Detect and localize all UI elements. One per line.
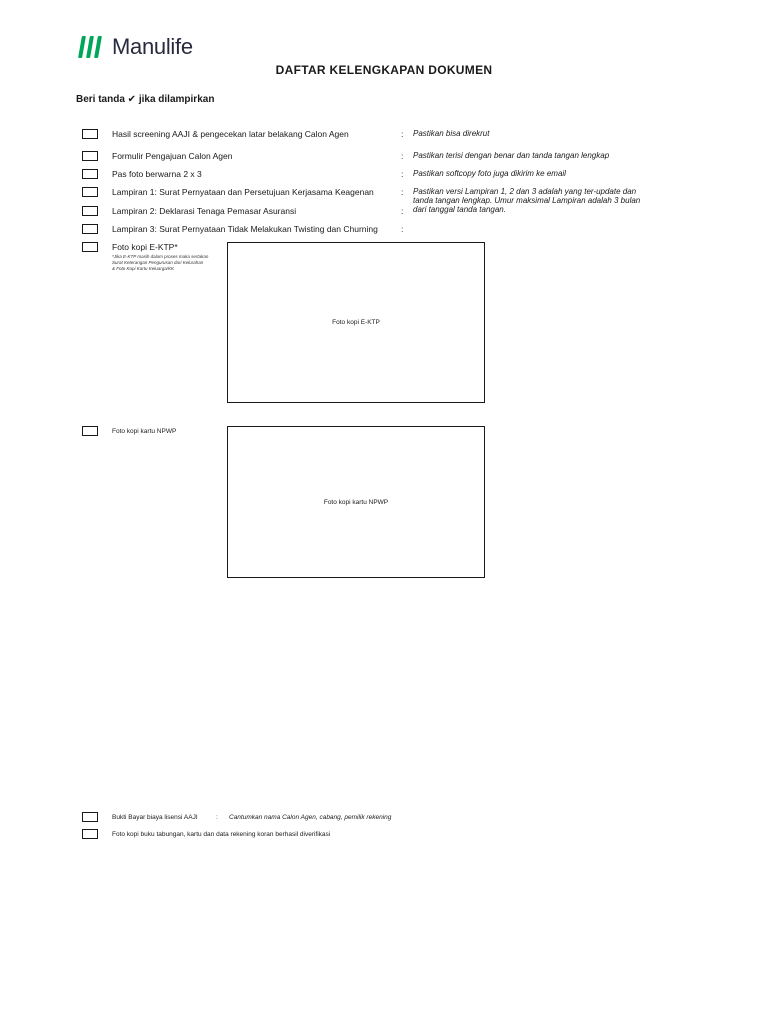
item-note: Cantumkan nama Calon Agen, cabang, pemilik rekening	[229, 814, 392, 821]
checklist-item	[82, 205, 297, 217]
instruction-text: Beri tanda ✔ jika dilampirkan	[76, 94, 215, 105]
colon: :	[401, 206, 404, 216]
checkbox[interactable]	[82, 169, 98, 179]
item-label: Lampiran 2: Deklarasi Tenaga Pemasar Asuransi	[112, 206, 297, 216]
ektp-footnote: *Jika E-KTP masih dalam proses maka sertakan Surat Keterangan Pengurusan dari Kelurahan & Foto Kopi Kartu Keluarga/KK	[112, 254, 209, 271]
page-title: DAFTAR KELENGKAPAN DOKUMEN	[275, 63, 493, 77]
ektp-photo-placeholder: Foto kopi E-KTP	[332, 319, 380, 326]
item-label: Lampiran 3: Surat Pernyataan Tidak Melakukan Twisting dan Churning	[112, 224, 378, 234]
item-label: Formulir Pengajuan Calon Agen	[112, 151, 233, 161]
ektp-photo-box[interactable]	[227, 242, 485, 403]
checklist-item	[82, 168, 202, 180]
item-note: Pastikan softcopy foto juga dikirim ke email	[413, 169, 566, 178]
manulife-logo	[80, 34, 193, 60]
manulife-logo-icon	[80, 36, 100, 58]
checklist-item	[82, 186, 374, 198]
item-label: Foto kopi buku tabungan, kartu dan data rekening koran berhasil diverifikasi	[112, 830, 331, 838]
npwp-photo-box[interactable]	[227, 426, 485, 578]
checklist-item	[82, 128, 349, 140]
checklist-item	[82, 811, 198, 823]
colon: :	[216, 814, 218, 821]
checkbox[interactable]	[82, 151, 98, 161]
lampiran-note: Pastikan versi Lampiran 1, 2 dan 3 adalah yang ter-update dan tanda tangan lengkap. Umur maksimal Lampiran adalah 3 bulan dari tanggal tanda tangan.	[413, 187, 641, 214]
colon: :	[401, 169, 404, 179]
checklist-item	[82, 150, 233, 162]
item-note: Pastikan terisi dengan benar dan tanda tangan lengkap	[413, 151, 610, 160]
checkbox[interactable]	[82, 812, 98, 822]
item-label: Bukti Bayar biaya lisensi AAJI	[112, 813, 198, 821]
colon: :	[401, 224, 404, 234]
item-note: Pastikan bisa direkrut	[413, 129, 490, 138]
brand-name: Manulife	[112, 34, 193, 59]
item-label: Foto kopi E-KTP*	[112, 242, 178, 252]
npwp-photo-placeholder: Foto kopi kartu NPWP	[323, 498, 389, 506]
checklist-item-npwp	[82, 425, 177, 437]
checkbox[interactable]	[82, 426, 98, 436]
item-label: Lampiran 1: Surat Pernyataan dan Persetujuan Kerjasama Keagenan	[112, 187, 374, 197]
colon: :	[401, 129, 404, 139]
item-label: Hasil screening AAJI & pengecekan latar belakang Calon Agen	[112, 129, 349, 139]
checkbox[interactable]	[82, 187, 98, 197]
checklist-item	[82, 223, 378, 235]
checkbox[interactable]	[82, 242, 98, 252]
colon: :	[401, 151, 404, 161]
checkbox[interactable]	[82, 129, 98, 139]
checkbox[interactable]	[82, 206, 98, 216]
colon: :	[401, 187, 404, 197]
item-label: Pas foto berwarna 2 x 3	[112, 169, 202, 179]
item-label: Foto kopi kartu NPWP	[112, 427, 177, 435]
checklist-item-ektp	[82, 241, 178, 253]
checkbox[interactable]	[82, 829, 98, 839]
checkbox[interactable]	[82, 224, 98, 234]
checklist-item	[82, 828, 331, 840]
